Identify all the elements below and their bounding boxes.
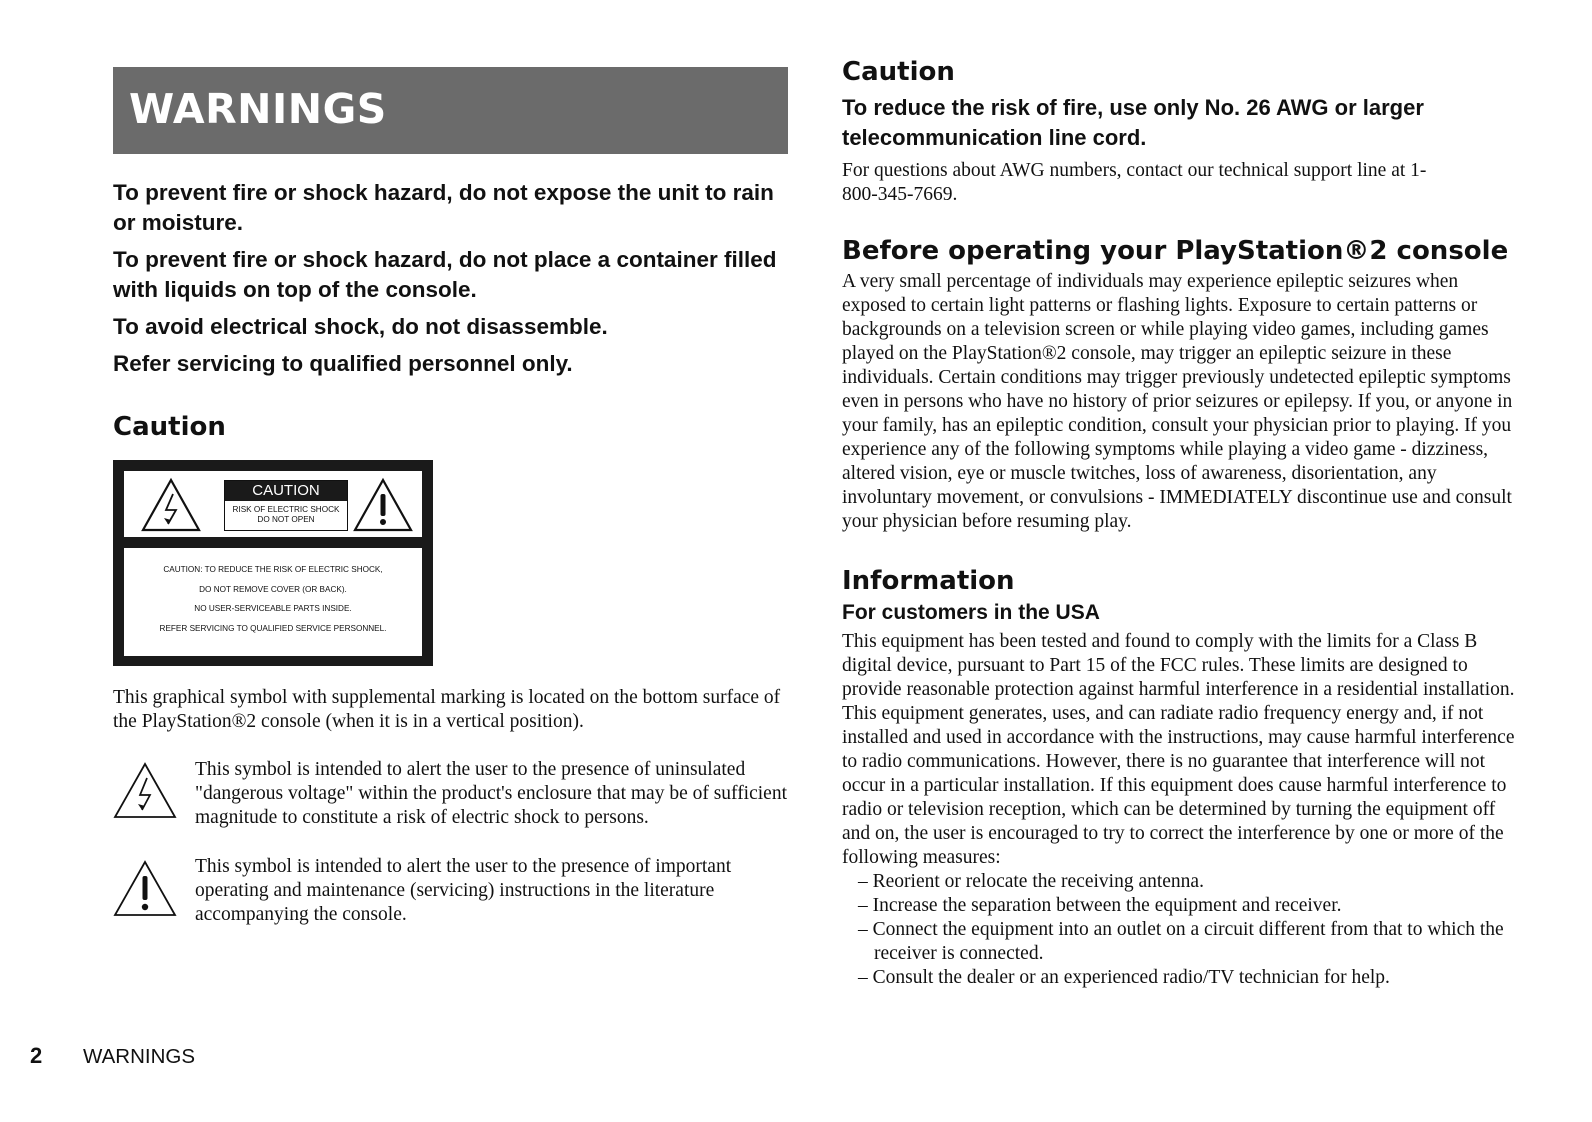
usa-customers-subheading: For customers in the USA	[842, 601, 1100, 624]
warning-item: To prevent fire or shock hazard, do not place a container filled with liquids on top of the console.	[113, 247, 777, 302]
label-line: REFER SERVICING TO QUALIFIED SERVICE PERSONNEL.	[159, 623, 387, 633]
before-operating-heading: Before operating your PlayStation®2 console	[842, 236, 1509, 266]
caution-tag	[224, 480, 348, 531]
caution-label-graphic	[113, 460, 433, 666]
list-item: – Reorient or relocate the receiving antenna.	[858, 871, 1204, 892]
warning-item: To prevent fire or shock hazard, do not expose the unit to rain or moisture.	[113, 180, 774, 235]
information-section	[842, 566, 1522, 990]
label-header	[124, 471, 422, 537]
caution-tag-line: RISK OF ELECTRIC SHOCK	[232, 505, 340, 514]
list-item: – Increase the separation between the equipment and receiver.	[858, 895, 1342, 916]
warning-item: To avoid electrical shock, do not disassemble.	[113, 314, 608, 339]
voltage-symbol-row	[113, 758, 793, 838]
caution-tag-title: CAUTION	[225, 481, 347, 501]
voltage-symbol-description: This symbol is intended to alert the user to the presence of uninsulated "dangerous voltage" within the product's enclosure that may be of sufficient magnitude to constitute a risk of electric shock to persons.	[195, 759, 787, 828]
list-item: – Connect the equipment into an outlet on a circuit different from that to which the receiver is connected.	[858, 919, 1504, 964]
page-title: WARNINGS	[129, 85, 387, 133]
list-item: – Consult the dealer or an experienced radio/TV technician for help.	[858, 967, 1390, 988]
information-heading: Information	[842, 566, 1015, 596]
measures-list	[858, 870, 1522, 990]
page-number: 2	[30, 1043, 43, 1068]
warnings-banner	[113, 67, 788, 154]
caution-heading-left: Caution	[113, 412, 226, 442]
exclamation-symbol-row	[113, 855, 793, 935]
caution-section-right	[842, 57, 1522, 207]
warning-list	[113, 178, 793, 386]
awg-warning: To reduce the risk of fire, use only No. 26 AWG or larger telecommunication line cord.	[842, 95, 1424, 150]
lightning-symbol-icon	[113, 761, 177, 819]
label-location-note: This graphical symbol with supplemental marking is located on the bottom surface of the PlayStation®2 console (when it is in a vertical position).	[113, 687, 781, 732]
label-line: CAUTION: TO REDUCE THE RISK OF ELECTRIC SHOCK,	[163, 565, 383, 574]
fcc-compliance-text: This equipment has been tested and found to comply with the limits for a Class B digital device, pursuant to Part 15 of the FCC rules. These limits are designed to provide reasonable protection against harmful interference in a residential installation. This equipment generates, uses, and can radiate radio frequency energy and, if not installed and used in accordance with the instructions, may cause harmful interference to radio communications. However, there is no guarantee that interference will not occur in a particular installation. If this equipment does cause harmful interference to radio or television reception, which can be determined by turning the equipment off and on, the user is encouraged to try to correct the interference by one or more of the following measures:	[842, 631, 1515, 868]
exclamation-symbol-description: This symbol is intended to alert the user to the presence of important operating and maintenance (servicing) instructions in the literature accompanying the console.	[195, 856, 732, 925]
caution-heading-right: Caution	[842, 57, 955, 87]
label-line: NO USER-SERVICEABLE PARTS INSIDE.	[194, 604, 352, 613]
before-operating-section	[842, 236, 1522, 534]
footer-section-label: WARNINGS	[83, 1045, 195, 1068]
awg-contact-note: For questions about AWG numbers, contact our technical support line at 1-800-345-7669.	[842, 160, 1427, 205]
exclamation-warning-icon	[352, 477, 414, 533]
label-line: DO NOT REMOVE COVER (OR BACK).	[199, 584, 347, 594]
epilepsy-warning-text: A very small percentage of individuals may experience epileptic seizures when exposed to certain light patterns or flashing lights. Exposure to certain patterns or backgrounds on a television screen or while playing video games, including games played on the PlayStation®2 console, may trigger an epileptic seizure in these individuals. Certain conditions may trigger previously undetected epileptic symptoms even in persons who have no history of prior seizures or epilepsy. If you, or anyone in your family, has an epileptic condition, consult your physician prior to playing. If you experience any of the following symptoms while playing a video game - dizziness, altered vision, eye or muscle twitches, loss of awareness, disorientation, any involuntary movement, or convulsions - IMMEDIATELY discontinue use and consult your physician before resuming play.	[842, 271, 1513, 532]
lightning-warning-icon	[140, 477, 202, 533]
warning-item: Refer servicing to qualified personnel only.	[113, 351, 573, 376]
label-body	[124, 548, 422, 656]
caution-tag-line: DO NOT OPEN	[257, 515, 315, 524]
exclamation-symbol-icon	[113, 859, 177, 917]
